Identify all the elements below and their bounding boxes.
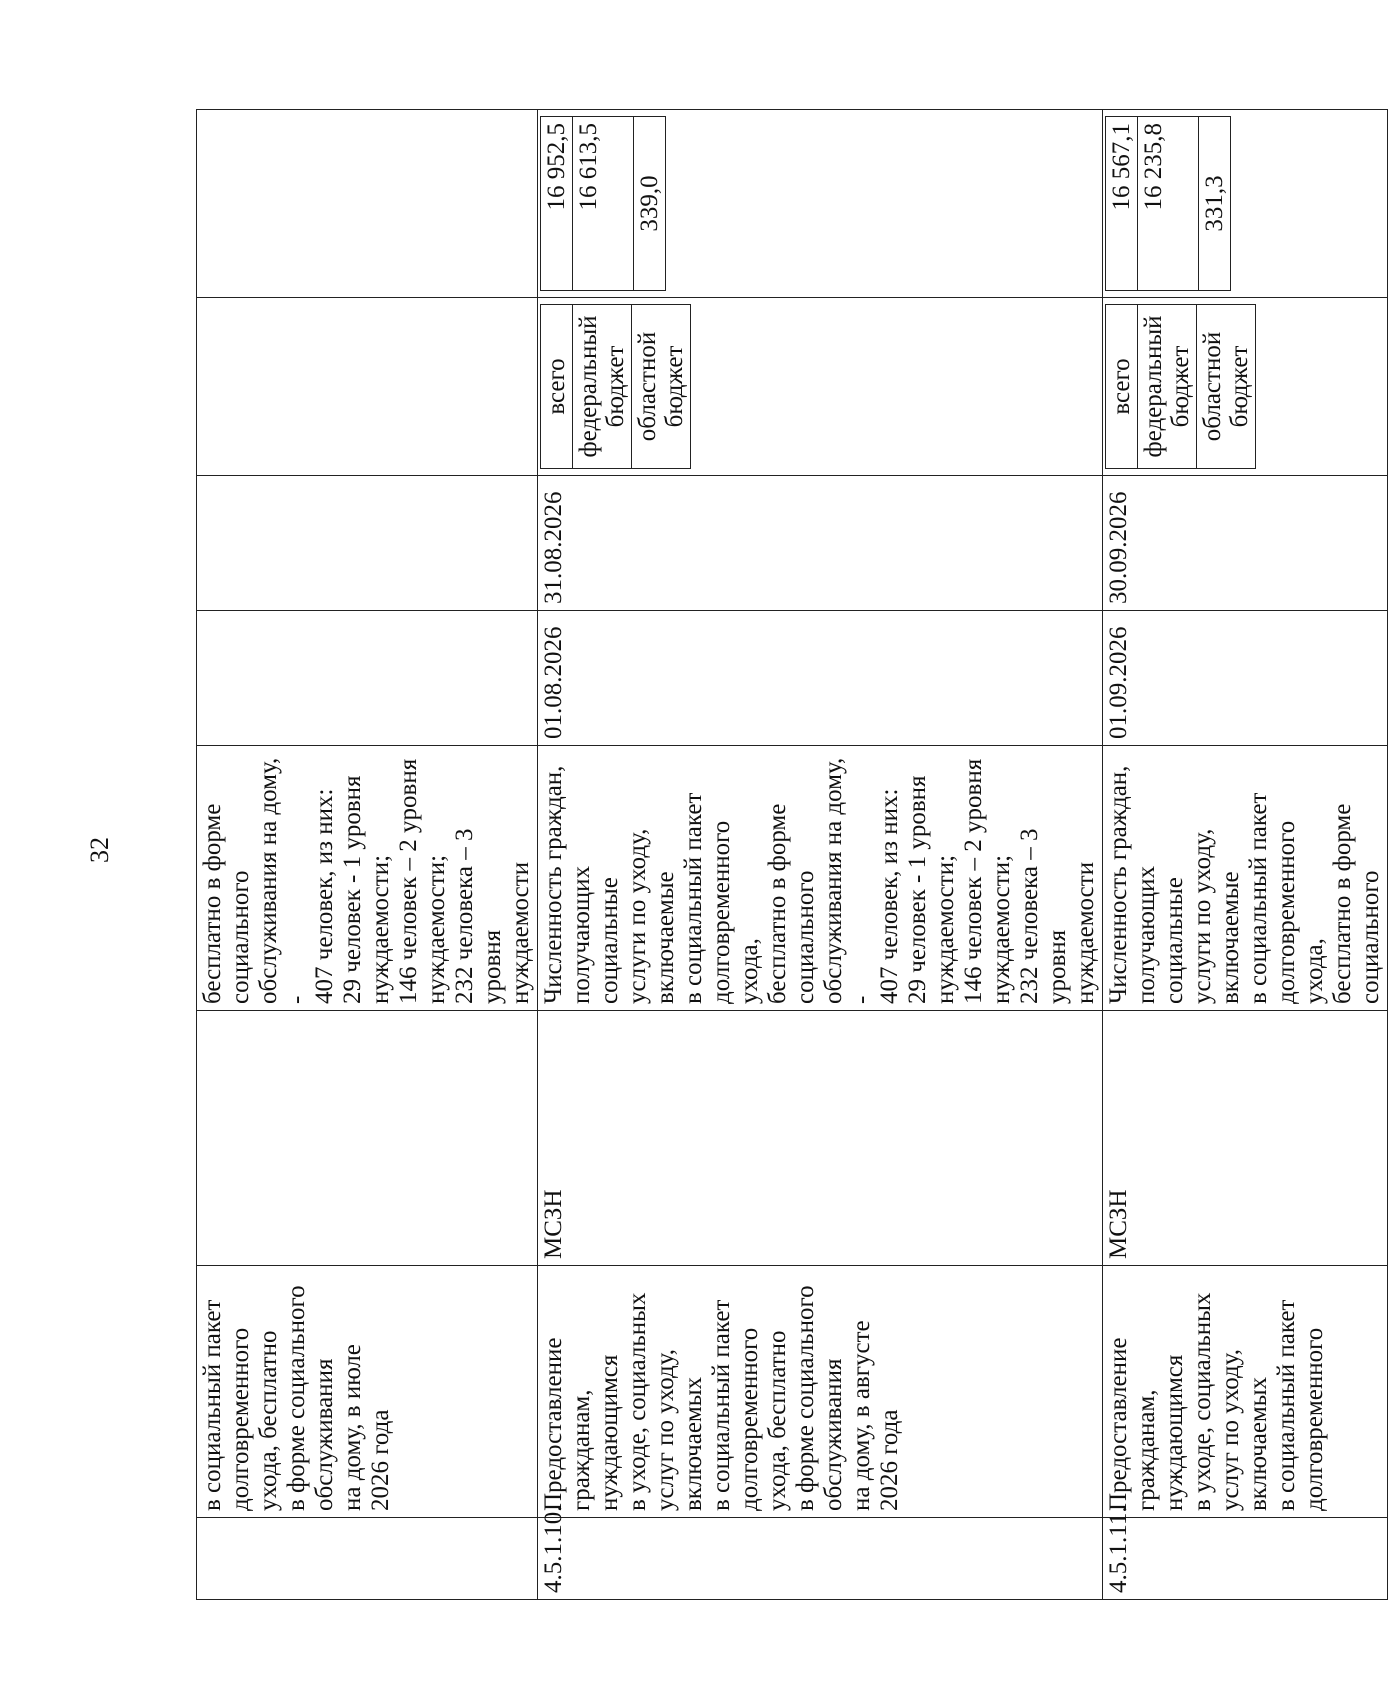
end-date: 30.09.2026 [1103,476,1388,611]
executor: МСЗН [1103,1011,1388,1266]
source-regional: областной бюджет [632,305,691,469]
table-frame [196,110,1384,1600]
funding-amount [1103,110,1388,298]
amount-total: 16 952,5 [541,117,573,291]
measures-table [196,109,1388,1600]
table-row [1103,110,1388,1600]
amount-regional: 339,0 [634,117,666,291]
amount-federal: 16 235,8 [1138,117,1199,291]
source-total: всего [1106,305,1138,469]
start-date: 01.08.2026 [538,611,1103,746]
measure-name: Предоставление гражданам, нуждающимся в уходе, социальных услуг по уходу, включаемых в социальный пакет долговременного ухода, бесплатно в форме социального обслуживания на дому, в августе 2026 года [538,1266,1103,1518]
source-federal: федеральный бюджет [573,305,632,469]
result-indicator: Численность граждан, получающих социальные услуги по уходу, включаемые в социальный пакет долговременного ухода, бесплатно в форме социального обслуживания на дому, - 407 человек, из них: 29 человек - 1 уровня нуждаемости; 146 человек – 2 уровня нуждаемости; 232 человека – 3 уровня нуждаемости [538,746,1103,1011]
row-number: 4.5.1.11. [1103,1518,1388,1600]
executor: МСЗН [538,1011,1103,1266]
result-indicator: бесплатно в форме социального обслуживания на дому, - 407 человек, из них: 29 человек - 1 уровня нуждаемости; 146 человек – 2 уровня нуждаемости; 232 человека – 3 уровня нуждаемости [197,746,538,1011]
result-indicator: Численность граждан, получающих социальные услуги по уходу, включаемые в социальный пакет долговременного ухода, бесплатно в форме социального [1103,746,1388,1011]
row-number: 4.5.1.10. [538,1518,1103,1600]
table-row [538,110,1103,1600]
measure-name: в социальный пакет долговременного ухода, бесплатно в форме социального обслуживания на дому, в июле 2026 года [197,1266,538,1518]
measure-name: Предоставление гражданам, нуждающимся в уходе, социальных услуг по уходу, включаемых в социальный пакет долговременного [1103,1266,1388,1518]
table-row [197,110,538,1600]
amount-total: 16 567,1 [1106,117,1138,291]
end-date [197,476,538,611]
row-number [197,1518,538,1600]
funding-source [197,298,538,476]
start-date [197,611,538,746]
funding-amount [538,110,1103,298]
source-total: всего [541,305,573,469]
funding-amount [197,110,538,298]
funding-source [1103,298,1388,476]
source-federal: федеральный бюджет [1138,305,1197,469]
funding-source [538,298,1103,476]
start-date: 01.09.2026 [1103,611,1388,746]
executor [197,1011,538,1266]
page-number: 32 [85,837,114,863]
source-regional: областной бюджет [1197,305,1256,469]
end-date: 31.08.2026 [538,476,1103,611]
amount-federal: 16 613,5 [573,117,634,291]
amount-regional: 331,3 [1199,117,1231,291]
